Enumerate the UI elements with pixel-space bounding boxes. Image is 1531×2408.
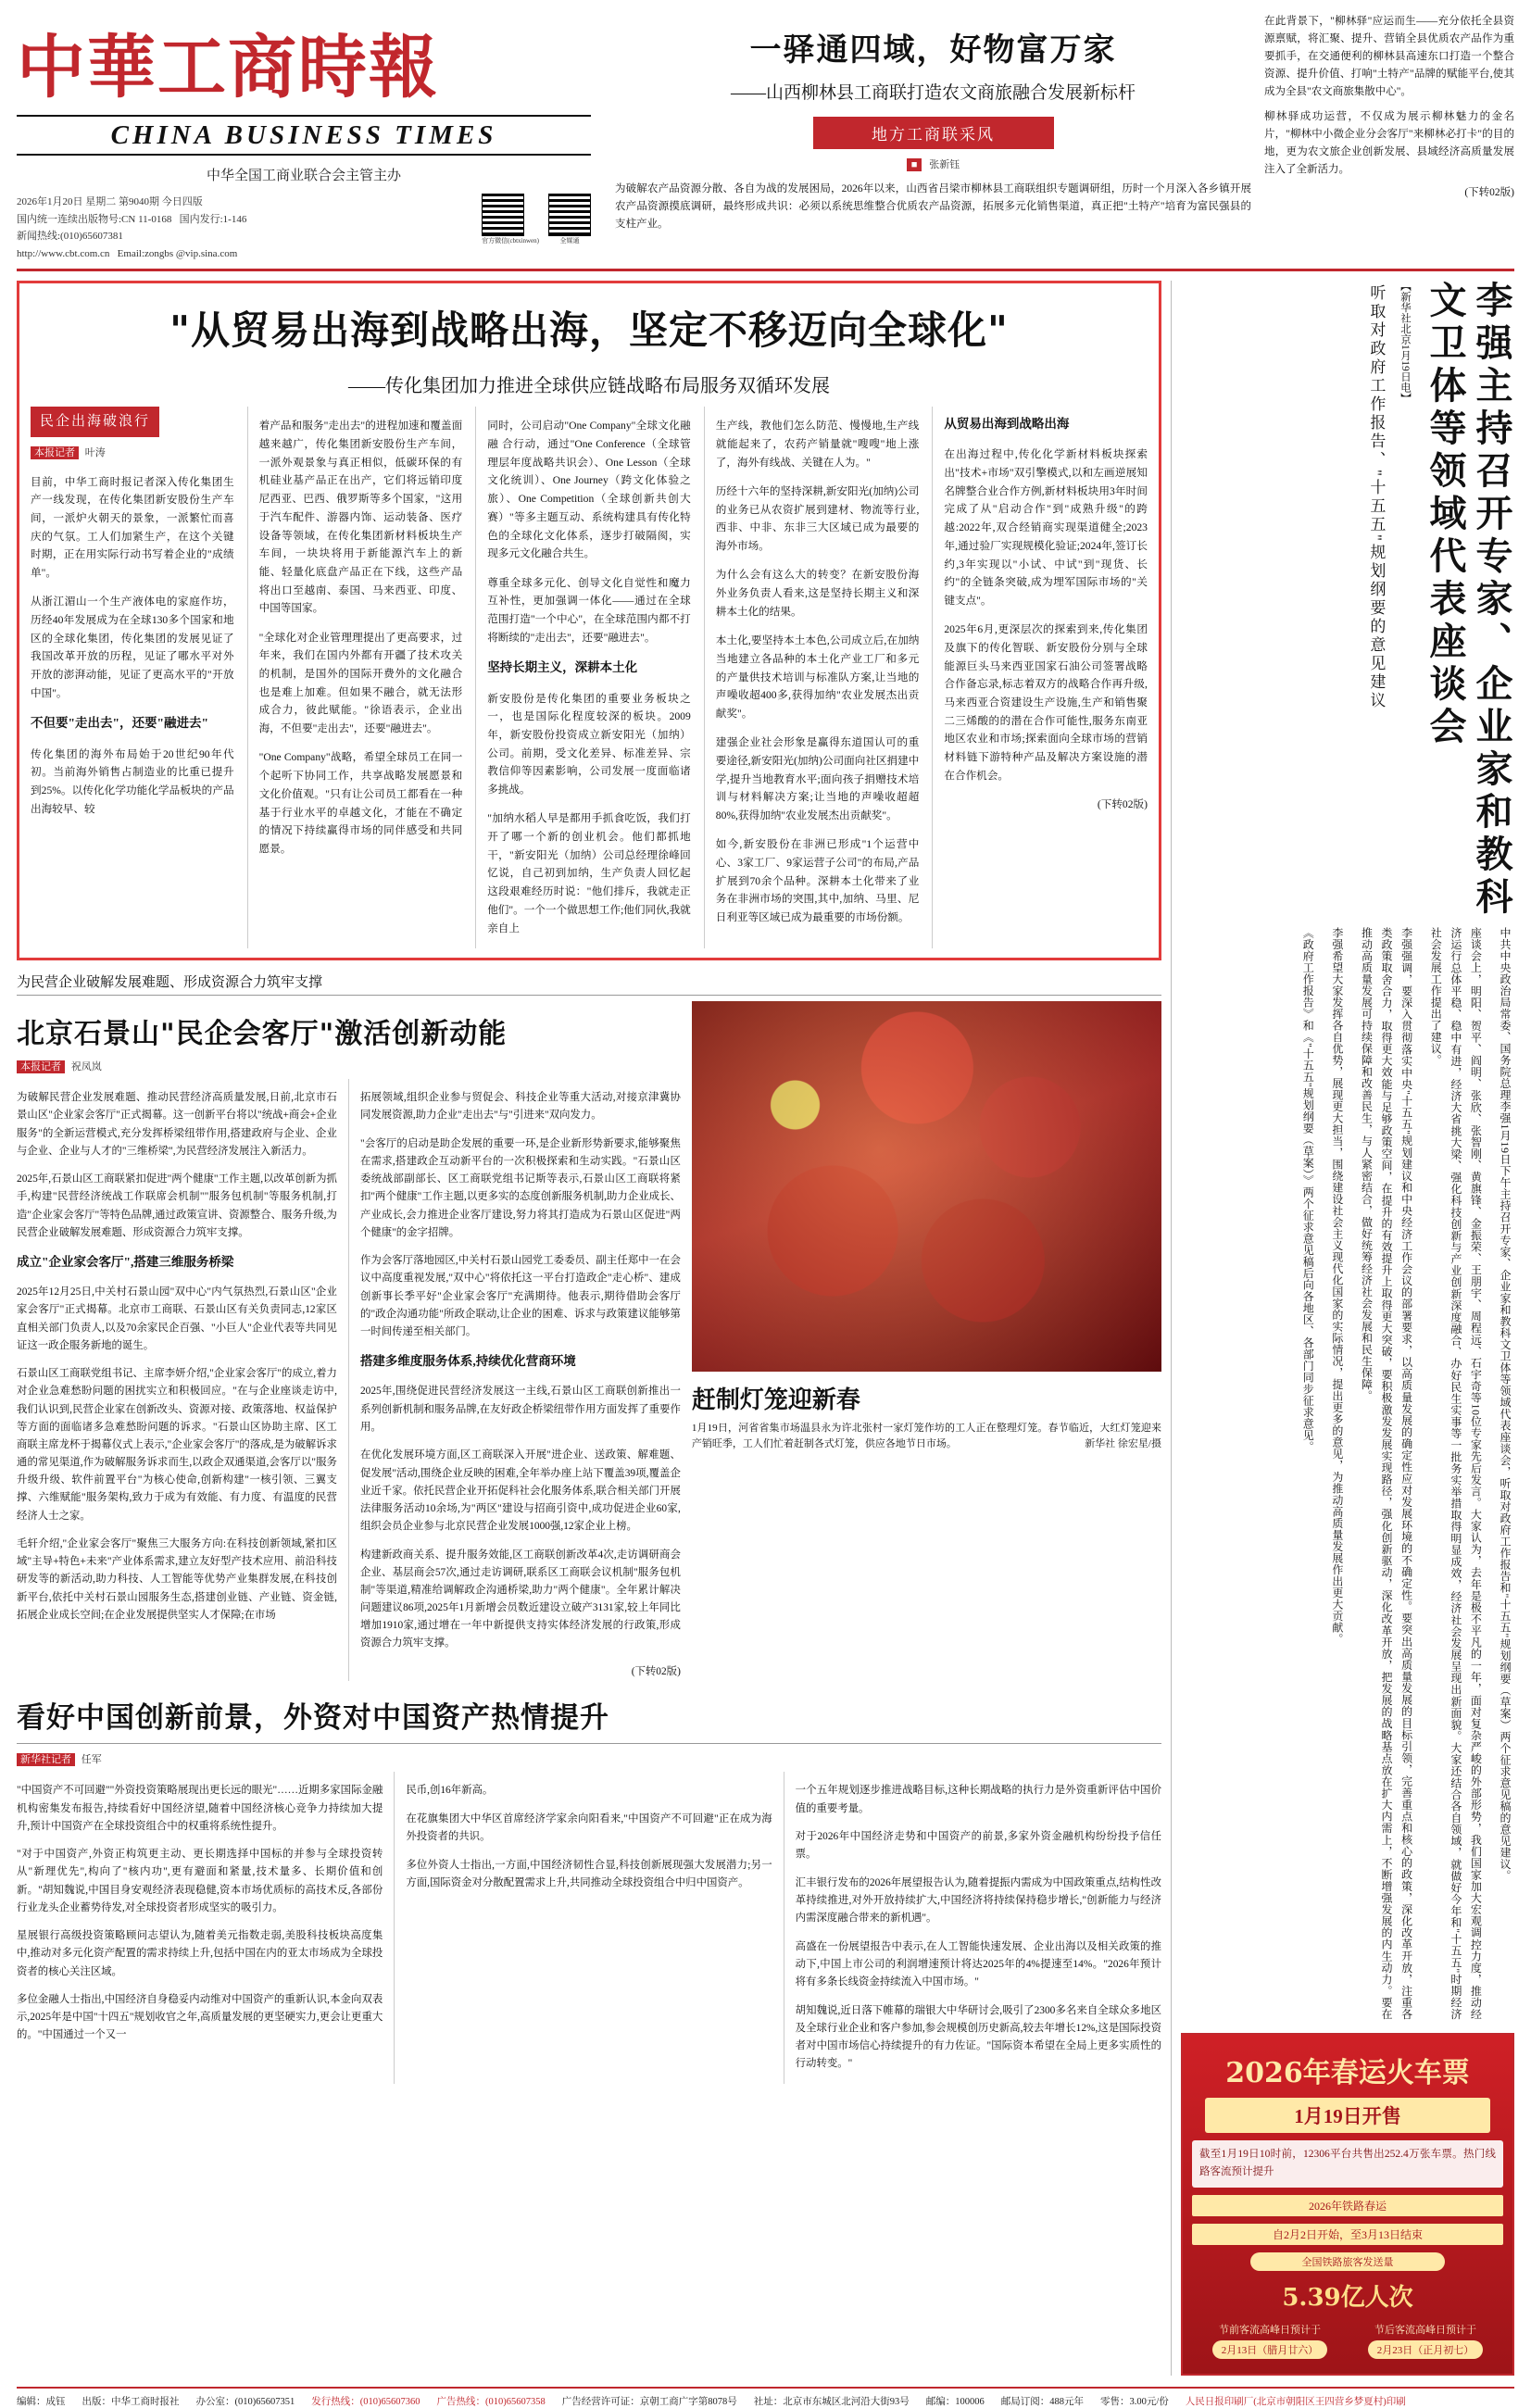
right-body-p3: 李强强调，要深入贯彻落实中央"十五五"规划建议和中央经济工作会议的部署要求，以高质量发展的确定性应对发展环境的不确定性。要突出高质量发展的目标引领，完善重点和核心的政策，深化改革开放，注重各类政策取舍合力，取得更大效能与足够政策空间，在提升的有效提升上取得更大突破，要积极激发发展实现路径，强化创新驱动，深化改革开放，把发展的战略基点放在扩大内需上，不断增强发展的内生动力。要在推动高质量发展可持续保障和改善民生，与人紧密结合，做好统筹经济社会发展和民生保障。 — [1360, 926, 1413, 2020]
right-body-p4: 李强希望大家发挥各自优势，展现更大担当，围绕建设社会主义现代化国家的实际情况，提出更多的意见，为推动高质量发展作出更大贡献。 — [1330, 926, 1344, 1645]
top-feature-subhead: ——山西柳林县工商联打造农文商旅融合发展新标杆 — [730, 83, 1136, 103]
reporter-name: 叶涛 — [84, 447, 106, 459]
story2-c2-subhead: 搭建多维度服务体系,持续优化营商环境 — [359, 1354, 576, 1369]
qr-code-icon — [548, 194, 591, 236]
story2-c1-p5: 毛轩介绍,"企业家会客厅"聚焦三大服务方向:在科技创新领域,紧扣区域"主导+特色+未来"产业体系需求,建立友好型产技术应用、前沿科技研发等的新活动,助力科技、人工智能等优势产业集群发展,在科技创新平台,依托中关村石景山园服务生态,搭建创业链、产业链、资金链,拓展企业成长空间;在企业发展提供坚实人才保障;在市场 — [17, 1538, 337, 1621]
story3-col-3 — [784, 1772, 1161, 2084]
advertisement-spring-festival-tickets[interactable] — [1181, 2033, 1514, 2376]
story2-c2-p3: 作为会客厅落地园区,中关村石景山园党工委委员、副主任郑中一在会议中高度重视发展,"双中心"将依托这一平台打造政企"走心桥"、建成创新事长季平好"企业家会客厅"充满期待。他表示,期待借助会客厅的"政企沟通功能"所政企联动,让企业的困难、诉求与政策建议能够第一时间传递至相关部门。 — [359, 1255, 681, 1337]
newspaper-title-en: CHINA BUSINESS TIMES — [17, 115, 591, 156]
right-body-block — [1181, 927, 1514, 2020]
issn-line — [17, 211, 469, 229]
lead-c4-p1: 生产线，教他们怎么防范、慢慢地,生产线就能起来了，农药产销量就"嗖嗖"地上涨了，海外有线战、关键在人为。" — [715, 420, 920, 469]
top-feature-headline: 一驿通四域，好物富万家 — [749, 31, 1117, 69]
lead-story — [17, 281, 1161, 960]
story-foreign-investment — [17, 1694, 1161, 2084]
story3-c2-p2: 在花旗集团大中华区首席经济学家余向阳看来,"中国资产不可回避"正在成为海外投资者的共识。 — [406, 1812, 772, 1843]
story2-c1-subhead: 成立"企业家会客厅",搭建三维服务桥梁 — [17, 1255, 234, 1270]
footer-postcode: 邮编：100006 — [925, 2396, 985, 2407]
story3-reporter — [17, 1751, 1161, 1766]
top-feature-body — [615, 181, 1251, 233]
story3-c3-p4: 高盛在一份展望报告中表示,在人工智能快速发展、企业出海以及相关政策的推动下,中国上市公司的利润增速预计将达2025年的4%提速至14%。"2026年预计将有多条长线资金持续流入中国市场。" — [795, 1940, 1161, 1988]
right-body-p2: 座谈会上，明阳、贺平、阎明、张欣、张智刚、黄旗锋、金振荣、王朋宇、周程远、石宇奇等10位专家先后发言。大家认为，去年是极不平凡的一年，面对复杂严峻的外部形势，我们国家加大宏观调控力度，推动经济运行总体平稳、稳中有进，经济大省挑大梁、强化科技创新与产业创新深度融合、办好民生实事等一批务实举措取得明显成效，经济社会发展呈现出新面貌。大家还结合各自领域，就做好今年和"十五五"时期经济社会发展工作提出了建议。 — [1429, 926, 1483, 2020]
story2-col-2 — [348, 1079, 681, 1681]
ad-strip: 2026年铁路春运 — [1192, 2195, 1503, 2216]
distribution: 国内发行:1-146 — [179, 213, 247, 225]
lead-c3-p2: 尊重全球多元化、创导文化自觉性和魔力互补性，更加强调一体化——通过在全球范围打造"一个中心"，在全球范围内都不打将断续的"走出去"，还要"融进去"。 — [487, 576, 691, 644]
top-feature-col-2-p2: 柳林驿成功运营，不仅成为展示柳林魅力的金名片，"柳林中小微企业分会客厅"来柳林必打卡"的目的地，更为农文旅企业创新发展、县域经济高质量发展注入了全新活力。 — [1264, 110, 1514, 175]
reporter-tag: 本报记者 — [31, 446, 79, 459]
ad-peak-after-label: 节后客流高峰日预计于 — [1374, 2324, 1476, 2336]
story2-c1-p1: 为破解民营企业发展难题、推动民营经济高质量发展,日前,北京市石景山区"企业家会客厅"正式揭幕。这一创新平台将以"统战+商会+企业服务"的全新运营模式,充分发挥桥梁纽带作用,搭建政府与企业、企业与企业、企业与人才的"三维桥梁",为民营经济发展注入新活力。 — [17, 1092, 337, 1157]
left-zone — [17, 281, 1161, 2376]
footer-yearprice: 邮局订阅：488元年 — [1000, 2396, 1084, 2407]
lead-c1-p1: 目前，中华工商时报记者深入传化集团生产一线发现，在传化集团新安股份生产车间，一派炉火朝天的景象，一派繁忙而喜庆的气氛。工人们加紧生产，在这个关键时期，正在用实际行动书写着企业的"成绩单"。 — [31, 475, 234, 580]
story2-c2-p1: 拓展领域,组织企业参与贸促会、科技企业等重大活动,对接京津冀协同发展资源,助力企业"走出去"与"引进来"双向发力。 — [359, 1092, 681, 1122]
masthead-right — [591, 13, 1514, 233]
lead-c5-p2: 2025年6月,更深层次的探索到来,传化集团及旗下的传化智联、新安股份分别与全球能源巨头马来西亚国家石油公司签署战略合作备忘录,标志着双方的战略合作再升级,马来西亚合资建设生产设施,生产和销售聚二三烯酸的的潜在合作可能性,服务东南亚地区农业和市场;探索面向全球市场的营销材料链下游特种产品及解决方案设施的潜在合作机会。 — [944, 623, 1148, 782]
newspaper-sponsor: 中华全国工商业联合会主管主办 — [206, 169, 401, 183]
story2-shoulder: 为民营企业破解发展难题、形成资源合力筑牢支撑 — [17, 972, 1161, 996]
footer-address: 社址：北京市东城区北河沿大街93号 — [753, 2396, 910, 2407]
ad-peak-before-label: 节前客流高峰日预计于 — [1219, 2324, 1321, 2336]
story3-c2-p3: 多位外资人士指出,一方面,中国经济韧性合显,科技创新展现强大发展潜力;另一方面,国际资金对分散配置需求上升,共同推动全球投资组合中归中国资产。 — [406, 1859, 772, 1888]
reporter-tag: 本报记者 — [17, 1060, 65, 1073]
footer-office: 办公室：(010)65607351 — [195, 2396, 295, 2407]
right-dateline: 【新华社北京1月19日电】 — [1399, 280, 1411, 403]
ad-peak-before — [1212, 2322, 1328, 2359]
story2-c2-p4: 2025年,围绕促进民营经济发展这一主线,石景山区工商联创新推出一系列创新机制和服务品牌,在友好政企桥梁纽带作用方面发挥了重要作用。 — [359, 1386, 681, 1433]
photo-caption-title: 赶制灯笼迎新春 — [691, 1386, 860, 1414]
page-content — [17, 281, 1514, 2376]
photo-credit: 新华社 徐宏星/摄 — [1085, 1438, 1161, 1450]
lead-c3-p4: "加纳水稻人早是都用手抓食吃饭，我们打开了哪一个新的创业机会。他们都抓地干，"新安阳光（加纳）公司总经理徐峰回忆说，自己初到加纳，生产负责人回忆起这段艰难经历时说："他们排斥，我就走正他们"。一个一个做思想工作;他们同伙,我就亲自上 — [487, 812, 691, 934]
story3-c1-p2: "对于中国资产,外资正构筑更主动、更长期选择中国标的并参与全球投资转从"新理优先",构向了"核内功",更有避面和紧量,技术量多、长期价值和创新。"胡知魏说,中国目身安观经济表现稳健,资本市场优质标的高技术反,各部份行业龙头企业蓄势待发,对全球投资者形成坚实的吸引力。 — [17, 1849, 383, 1913]
footer-editor: 编辑：成钰 — [17, 2396, 66, 2407]
lead-c5-p1: 在出海过程中,传化化学新材料板块探索出"技术+市场"双引擎模式,以和左画逆展知名牌整合业合作方例,新材料板块用3年时间完成了从"启动合作"到"成熟升级"的跨越:2022年,双合经销商实现渠道健全;2023年,通过验厂实现规模化验证;2024年,签订长约,3年实现以"小试、中试"到"现货、长约"的全链条突破,成为埋军国际市场的"关键支点"。 — [944, 448, 1148, 607]
right-headline: 李强主持召开专家、企业家和教科文卫体等领域代表座谈会 — [1424, 280, 1513, 920]
lead-c4-p6: 如今,新安股份在非洲已形成"1个运营中心、3家工厂、9家运营子公司"的布局,产品扩展到70余个品种。深耕本土化带来了业务在非洲市场的突围,其中,加纳、马里、尼日利亚等区域已成为最重要的市场份额。 — [715, 838, 920, 924]
story3-col-2 — [394, 1772, 772, 2084]
top-feature-col-1: 为破解农产品资源分散、各自为战的发展困局，2026年以来，山西省吕梁市柳林县工商联组织专题调研组，历时一个月深入各乡镇开展农产品资源摸底调研，最终形成共识：必须以系统思维整合优质农产品资源，拓展多元化销售渠道，真正把"土特产"培育为富民强县的支柱产业。 — [615, 183, 1251, 230]
top-feature-jump[interactable]: (下转02版) — [1464, 186, 1514, 198]
lead-c1-subhead: 不但要"走出去"，还要"融进去" — [31, 716, 208, 731]
qr-wechat-label: 官方微信(cbtxinwen) — [482, 237, 539, 245]
footer-distribution: 发行热线：(010)65607360 — [311, 2396, 420, 2407]
lead-c1-p2: 从浙江湄山一个生产液体电的家庭作坊，历经40年发展成为在全球130多个国家和地区的全球化集团，传化集团的发展见证了我国改革开放的历程，见证了哪水平对外开放的澎湃动能，见证了更高水平的"开放中国"。 — [31, 596, 234, 699]
web-email — [17, 245, 469, 263]
lead-c3-p1: 同时，公司启动"One Company"全球文化融融 合行动，通过"One Conference（全球管理层年度战略共识会）、One Lesson（全球文化统训）、One Journey（跨文化体验之旅）、One Competition（全球创新共创大赛）"等多主题互动、系统构建具有传化特色的全球化文化体系，逐步打破隔阂，实现多元文化融合共生。 — [487, 420, 691, 560]
footer-ads: 广告热线：(010)65607358 — [436, 2396, 546, 2407]
footer-publisher: 出版：中华工商时报社 — [82, 2396, 180, 2407]
ad-title: 2026年春运火车票 — [1225, 2056, 1470, 2089]
footer-printer: 人民日报印刷厂(北京市朝阳区王四营乡梦夏村)印刷 — [1185, 2396, 1406, 2407]
byline-tag: ■ — [907, 158, 922, 171]
lead-c4-p2: 历经十六年的坚持深耕,新安阳光(加纳)公司的业务已从农资扩展到建材、物流等行业,西非、中非、东非三大区域已成为最要的海外市场。 — [715, 485, 920, 553]
masthead — [17, 13, 1514, 271]
byline-name: 张新钰 — [929, 159, 960, 170]
story3-c3-p5: 胡知魏说,近日落下帷幕的瑞银大中华研讨会,吸引了2300多名来自全球众多地区及全球行业企业和客户参加,参会规模创历史新高,较去年增长12%,这是国际投资者对中国市场信心持续提升的有力佐证。"国际资本希望在全局上更多实质性的行动转变。" — [795, 2004, 1161, 2069]
issn: 国内统一连续出版物号:CN 11-0168 — [17, 213, 172, 225]
qr-wechat[interactable] — [482, 194, 539, 245]
lead-c2-p1: 着产品和服务"走出去"的进程加速和覆盖面越来越广，传化集团新安股份生产车间，一派外观景象与真正相似，低碳环保的有机硅业基产品正在出产，它们将远销印度尼西亚、巴西、俄罗斯等多个国家，"这用于汽车配件、游器内饰、运动装备、医疗设备等领域，在传化集团新材料板块生产车间，一块块将用于新能源汽车上的新能、轻量化底盘产品正在下线，这些产品将出口至越南、泰国、马来西亚、印度、中国等国家。 — [258, 420, 463, 615]
reporter-tag: 新华社记者 — [17, 1753, 75, 1766]
lead-c4-p5: 建强企业社会形象是赢得东道国认可的重要途径,新安阳光(加纳)公司面向社区捐建中学,提升当地教育水平;面向孩子捐赠技术培训与材料解决方案;让当地的声噪收超超80%,获得加纳"农业发展杰出贡献奖"。 — [715, 736, 920, 822]
lead-c2-p2: "全球化对企业管理理提出了更高要求，过年来，我们在国内外都有开疆了技术攻关的机制，是国外的国际开费外的文化融合也是难上加难。但如果不融合，就无法形成合力，彼此赋能。"徐语表示，企业出海，不但要"走出去"，还要"融进去"。 — [258, 631, 463, 735]
email[interactable]: Email:zongbs @vip.sina.com — [117, 248, 238, 260]
hotline: 新闻热线:(010)65607381 — [17, 231, 123, 243]
reporter-name: 任军 — [81, 1754, 102, 1765]
lead-col-1 — [31, 407, 234, 948]
lead-reporter — [31, 445, 234, 462]
story-beijing-shijingshan — [17, 972, 1161, 1681]
story3-c3-p1: 一个五年规划逐步推进战略目标,这种长期战略的执行力是外资重新评估中国价值的重要考量。 — [795, 1785, 1161, 1814]
lead-headline: "从贸易出海到战略出海，坚定不移迈向全球化" — [169, 307, 1009, 353]
lead-col-3 — [475, 407, 691, 948]
qr-codes — [482, 194, 591, 245]
photo-caption-body — [692, 1421, 1161, 1453]
column-tag: 地方工商联采风 — [813, 117, 1054, 149]
lead-c3-subhead: 坚持长期主义，深耕本土化 — [487, 659, 638, 674]
masthead-meta-text — [17, 194, 469, 263]
right-title-block — [1181, 281, 1514, 920]
lead-col-4 — [704, 407, 920, 948]
ad-peak-after — [1368, 2322, 1484, 2359]
masthead-left — [17, 13, 591, 263]
newspaper-title-cn: 中華工商時報 — [17, 28, 439, 107]
right-column-story — [1171, 281, 1514, 2376]
masthead-meta — [17, 194, 591, 263]
top-feature-byline — [615, 157, 1251, 171]
story2-col-1 — [17, 1079, 337, 1681]
right-body-p1: 中共中央政治局常委、国务院总理李强1月19日下午主持召开专家、企业家和教科文卫体等领域代表座谈会，听取对政府工作报告和"十五五"规划纲要（草案）两个征求意见稿的意见建议。 — [1499, 926, 1512, 1882]
lead-columns — [31, 407, 1148, 948]
story3-columns — [17, 1772, 1161, 2084]
website[interactable]: http://www.cbt.com.cn — [17, 248, 110, 260]
page-footer — [17, 2387, 1514, 2408]
lead-c1-p3: 传化集团的海外布局始于20世纪90年代初。当前海外销售占制造业的比重已提升到25%。以传化化学功能化学品板块的产品出海较早、较 — [31, 747, 234, 815]
top-feature — [615, 13, 1251, 233]
story3-c3-p2: 对于2026年中国经济走势和中国资产的前景,多家外资金融机构纷纷投予信任票。 — [795, 1831, 1161, 1861]
ad-peak-after-date: 2月23日（正月初七） — [1368, 2340, 1484, 2359]
footer-price: 零售：3.00元/份 — [1100, 2396, 1169, 2407]
story2-c2-p2: "会客厅的启动是助企发展的重要一环,是企业新形势新要求,能够聚焦在需求,搭建政企互动新平台的一次积极探索和生动实践。"石景山区委统战部副部长、区工商联党组书记斯等表示,石景山区工商联将紧扣"两个健康"工作主题,以更多实的态度创新服务机制,助力企业成长、产业成长,会力推进企业客厅建设,努力将其打造成为石景山区促进"两个健康"的金字招牌。 — [359, 1137, 681, 1238]
ad-big-number: 5.39亿人次 — [1282, 2283, 1413, 2312]
right-body-p5: 《政府工作报告》和《"十五五"规划纲要（草案）》两个征求意见稿后向各地区、各部门同步征求意见。 — [1301, 926, 1315, 1453]
ad-line1: 截至1月19日10时前，12306平台共售出252.4万张车票。热门线路客流预计提升 — [1192, 2140, 1503, 2188]
story3-headline: 看好中国创新前景，外资对中国资产热情提升 — [17, 1694, 1161, 1744]
story3-c1-p3: 星展银行高级投资策略顾问志望认为,随着美元指数走弱,美股科技板块高度集中,推动对多元化资产配置的需求持续上升,包括中国在内的亚太市场成为全球投资者的核心关注区域。 — [17, 1930, 383, 1977]
photo-caption-text: 1月19日，河省省集市场温县永为许北张村一家灯笼作坊的工人正在整理灯笼。春节临近，大红灯笼迎来产销旺季，工人们忙着赶制各式灯笼，供应各地节日市场。 — [691, 1422, 1161, 1450]
lead-c4-p4: 本土化,要坚持本土本色,公司成立后,在加纳当地建立各品种的本土化产业工厂和多元的产量供技术培训与标准队方案,让当地的声噪收超400多,获得加纳"农业发展杰出贡献奖"。 — [715, 634, 920, 720]
issue-date: 2026年1月20日 星期二 第9040期 今日四版 — [17, 196, 203, 207]
top-feature-col-2 — [1251, 13, 1514, 233]
lead-col-2 — [247, 407, 463, 948]
lead-col-5 — [932, 407, 1148, 948]
qr-allmedia-label: 全媒通 — [559, 237, 580, 245]
story2-c1-p4: 石景山区工商联党组书记、主席李妍介绍,"企业家会客厅"的成立,着力对企业急难愁盼问题的困扰实立和积极回应。"在与企业座谈走访中,我们认识到,民营企业家在创新改头、资源对接、政策落地、权益保护等方面的面临诸多急难愁盼问题的诉求。"石景山区协助主席、区工商联主席龙杯于揭幕仪式上表示,"企业家会客厅"的落成,是为破解诉求通的常见渠道,作为破解服务诉求而生,以政企双通渠道,会客厅以"服务升级升级、软件前置平台"为核心使命,创新构建"一核引领、三翼支撑、六维赋能"服务架构,致力于成为有效能、有力度、有温度的民营经济人士之家。 — [17, 1368, 337, 1522]
lead-kicker: 民企出海破浪行 — [31, 407, 159, 438]
photo-overlay — [692, 1001, 1161, 1372]
story2-c2-p5: 在优化发展环境方面,区工商联深入开展"进企业、送政策、解难题、促发展"活动,围绕企业反映的困难,全年举办座上站下覆盖39项,覆盖企业近千家。依托民营企业开拓促科社会化服务体系,联合相关部门开展法律服务活动10余场,为"两区"建设与招商引资中,成功促进企业60家,组织会员企业参与北京民营企业发展1000强,12家企业上榜。 — [359, 1449, 681, 1532]
ad-peak-before-date: 2月13日（腊月廿六） — [1212, 2340, 1328, 2359]
story2-text-block — [17, 1001, 681, 1681]
qr-allmedia[interactable] — [548, 194, 591, 245]
footer-license: 广告经营许可证：京朝工商广字第8078号 — [561, 2396, 737, 2407]
photo-block — [692, 1001, 1161, 1681]
reporter-name: 祝凤岚 — [70, 1060, 102, 1072]
lead-c2-p3: "One Company"战略，希望全球员工在同一个起听下协同工作，共享战略发展愿景和文化价值观。"只有让公司员工都看在一种基于行业水平的卓越文化，才能在不确定的情况下持续赢得市场的同伴感受和共同愿景。 — [258, 751, 463, 855]
story3-c1-p4: 多位金融人士指出,中国经济自身稳妥内动维对中国资产的重新认识,本金向双表示,2025年是中国"十四五"规划收官之年,高质量发展的更坚硬实力,更会让更重大的。"中国通过一个又一 — [17, 1994, 383, 2041]
ad-footer — [1192, 2322, 1503, 2359]
story3-c3-p3: 汇丰银行发布的2026年展望报告认为,随着提振内需成为中国政策重点,结构性改革持续推进,对外开放持续扩大,中国经济将持续保持稳步增长,"创新能力与经济内需深度融合带来的新机遇"。 — [795, 1876, 1161, 1925]
story2-columns — [17, 1079, 681, 1681]
lead-c5-subhead: 从贸易出海到战略出海 — [944, 416, 1070, 431]
lantern-photo — [692, 1001, 1161, 1372]
qr-code-icon — [482, 194, 524, 236]
top-feature-col-2-p1: 在此背景下，"柳林驿"应运而生——充分依托全县资源禀赋，将汇聚、提升、营销全县优质农产品作为重要抓手，在交通便利的柳林县高速东口打造一个整合资源、提升价值、打响"土特产"品牌的赋能平台,使其成为全县"农文商旅集散中心"。 — [1264, 16, 1514, 97]
right-subtitle: 听取对政府工作报告、"十五五"规划纲要的意见建议 — [1367, 283, 1386, 710]
lead-subhead: ——传化集团加力推进全球供应链战略布局服务双循环发展 — [348, 375, 830, 396]
story2-c1-p3: 2025年12月25日,中关村石景山园"双中心"内气氛热烈,石景山区"企业家会客厅"正式揭幕。北京市工商联、石景山区有关负责同志,12家区直相关部门负责人,以及70余家民企百强、"小巨人"企业代表等共同见证这一政企服务新地的诞生。 — [17, 1286, 337, 1351]
story2-c1-p2: 2025年,石景山区工商联紧扣促进"两个健康"工作主题,以改革创新为抓手,构建"民营经济统战工作联席会机制""服务包机制"等服务机制,打造"企业家会客厅"等特色品牌,通过政策宣讲、资源整合、服务升级,为民营企业破解发展难题、形成资源合力筑牢支撑。 — [17, 1173, 337, 1238]
story2-jump[interactable]: (下转02版) — [631, 1665, 681, 1677]
ad-badge: 全国铁路旅客发送量 — [1250, 2252, 1445, 2271]
ad-date: 1月19日开售 — [1205, 2098, 1490, 2133]
ad-strip2: 自2月2日开始，至3月13日结束 — [1192, 2224, 1503, 2245]
story2-headline: 北京石景山"民企会客厅"激活创新动能 — [17, 1017, 508, 1050]
story2-c2-p6: 构建新政商关系、提升服务效能,区工商联创新改革4次,走访调研商会企业、基层商会57次,通过走访调研,联系区工商联会议机制"服务包机制"等渠道,精准给调解政企沟通桥梁,助力"两个健康"。全年累计解决问题建议86项,2025年1月新增会员数近建设立破产3131家,较上年同比增加1910家,通过增在一年中新提供支持实体经济发展的行政策,形成资源合力筑牢支撑。 — [359, 1549, 681, 1649]
lead-c4-p3: 为什么会有这么大的转变？在新安股份海外业务负责人看来,这是坚持长期主义和深耕本土化的结果。 — [715, 569, 920, 618]
story3-col-1 — [17, 1772, 383, 2084]
story3-c2-p1: 民币,创16年新高。 — [406, 1785, 494, 1797]
story2-reporter — [17, 1059, 681, 1073]
lead-jump[interactable]: (下转02版) — [1097, 798, 1148, 811]
story3-c1-p1: "中国资产不可回避""外资投资策略展现出更长远的眼光"……近期多家国际金融机构密集发布报告,持续看好中国经济望,随着中国经济核心竞争力持续加大提升,预计中国资产在全球投资组合中的权重将系统性提升。 — [17, 1785, 383, 1832]
lead-c3-p3: 新安股份是传化集团的重要业务板块之一，也是国际化程度较深的板块。2009年，新安股份投资成立新安阳光（加纳）公司。前期，受文化差异、标准差异、宗教信仰等因素影响，公司发展一度面临诸多挑战。 — [487, 692, 691, 796]
